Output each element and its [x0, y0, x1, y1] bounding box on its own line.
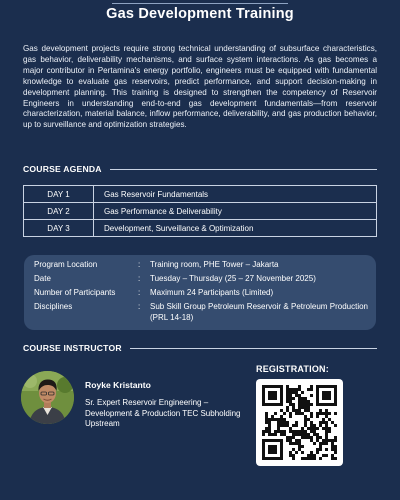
- instructor-heading-rule: [130, 348, 377, 349]
- agenda-topic: Development, Surveillance & Optimization: [94, 220, 377, 237]
- info-key: Program Location: [34, 260, 98, 269]
- agenda-day: DAY 3: [24, 220, 94, 237]
- course-description: Gas development projects require strong technical understanding of subsurface characteristics, gas behavior, deliverability mechanisms, and surface system interactions. As gas becomes a major contributor in Pertamina's energy portfolio, engineers must be equipped with fundamental knowledge to evaluate gas reservoirs, predict performance, and support decision-making in development planning. This training is designed to strengthen the competency of Reservoir Engineers in understanding end-to-end gas development fundamentals—from reservoir characterization, material balance, inflow performance, deliverability, and gas production behavior, up to surveillance and optimization strategies.: [23, 44, 377, 130]
- info-separator: :: [138, 288, 141, 297]
- avatar-icon: [21, 371, 74, 424]
- info-value: Training room, PHE Tower – Jakarta: [150, 260, 279, 269]
- instructor-photo: [21, 371, 74, 424]
- agenda-day: DAY 2: [24, 203, 94, 220]
- table-row: [24, 220, 377, 237]
- agenda-heading: [23, 163, 377, 175]
- instructor-heading-label: COURSE INSTRUCTOR: [23, 343, 122, 353]
- agenda-heading-label: COURSE AGENDA: [23, 164, 102, 174]
- agenda-topic: Gas Reservoir Fundamentals: [94, 186, 377, 203]
- info-value: Tuesday – Thursday (25 – 27 November 2025): [150, 274, 316, 283]
- info-separator: :: [138, 260, 141, 269]
- agenda-table: [23, 185, 377, 237]
- page-title: Gas Development Training: [106, 6, 294, 22]
- info-key: Disciplines: [34, 302, 73, 311]
- info-value: Sub Skill Group Petroleum Reservoir & Petroleum Production (PRL 14-18): [150, 302, 368, 322]
- info-separator: :: [138, 302, 141, 311]
- registration-qr-code[interactable]: [256, 379, 343, 466]
- program-info-panel: [24, 255, 376, 330]
- agenda-topic: Gas Performance & Deliverability: [94, 203, 377, 220]
- table-row: [24, 186, 377, 203]
- info-separator: :: [138, 274, 141, 283]
- info-key: Number of Participants: [34, 288, 116, 297]
- info-key: Date: [34, 274, 51, 283]
- table-row: [24, 203, 377, 220]
- top-divider: [112, 3, 288, 4]
- registration-label: REGISTRATION:: [256, 364, 329, 374]
- qr-code-icon: [262, 385, 337, 460]
- instructor-role: Sr. Expert Reservoir Engineering – Development & Production TEC Subholding Upstream: [85, 398, 241, 429]
- agenda-heading-rule: [110, 169, 377, 170]
- info-value: Maximum 24 Participants (Limited): [150, 288, 274, 297]
- instructor-heading: [23, 342, 377, 354]
- instructor-name: Royke Kristanto: [85, 380, 151, 390]
- agenda-day: DAY 1: [24, 186, 94, 203]
